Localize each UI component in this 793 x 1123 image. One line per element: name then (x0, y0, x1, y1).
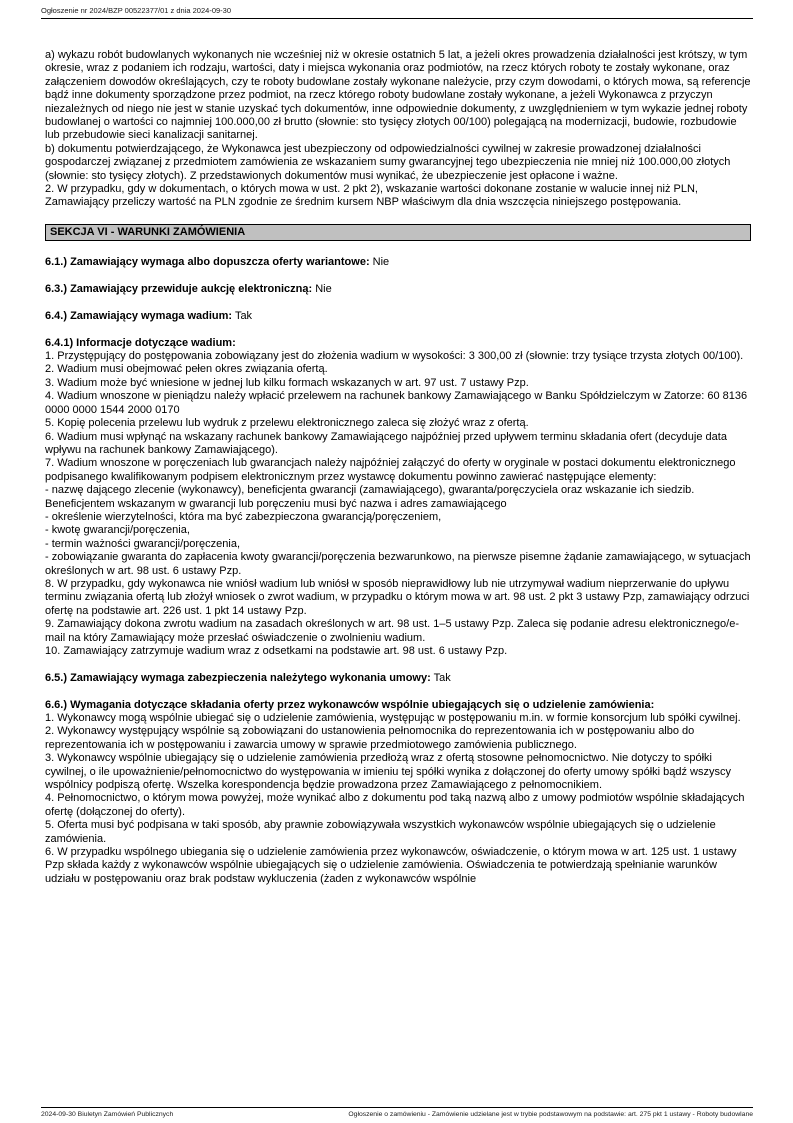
wadium-paragraph: 8. W przypadku, gdy wykonawca nie wniósł wadium lub wniósł w sposób nieprawidłowy lub nie utrzymywał wadium nieprzerwanie do upływu terminu związania ofertą lub złożył wniosek o zwrot wadium, w przypadku o którym mowa w art. 98 ust. 2 pkt 3 ustawy Pzp, zamawiający odrzuci ofertę na podstawie art. 226 ust. 1 pkt 14 ustawy Pzp. (45, 577, 750, 617)
wadium-paragraph: 10. Zamawiający zatrzymuje wadium wraz z odsetkami na podstawie art. 98 ust. 6 ustawy Pzp. (45, 645, 508, 658)
document-body (45, 49, 751, 1091)
field-value: Tak (234, 309, 253, 322)
wadium-paragraph: - kwotę gwarancji/poręczenia, (45, 524, 190, 537)
wadium-paragraph: 2. Wadium musi obejmować pełen okres związania ofertą. (45, 363, 328, 376)
wadium-paragraph: 3. Wadium może być wniesione w jednej lub kilku formach wskazanych w art. 97 ust. 7 ustawy Pzp. (45, 376, 529, 389)
joint-offers-paragraph: 4. Pełnomocnictwo, o którym mowa powyżej, może wynikać albo z dokumentu pod taką nazwą albo z umowy podmiotów wspólnie składających ofertę (dołączonej do oferty). (45, 792, 745, 818)
joint-offers-paragraph: 3. Wykonawcy wspólnie ubiegający się o udzielenie zamówienia przedłożą wraz z ofertą stosowne pełnomocnictwo. Nie dotyczy to spółki cywilnej, o ile upoważnienie/pełnomocnictwo do występowania w imieniu tej spółki wynika z dołączonej do oferty umowy spółki bądź wszyscy wspólnicy podpiszą ofertę. Wszelka korespondencja będzie prowadzona przez Zamawiającego z pełnomocnikiem. (45, 752, 731, 792)
field-wadium (45, 310, 751, 323)
field-oferty-wariantowe (45, 256, 751, 269)
wadium-paragraph: 5. Kopię polecenia przelewu lub wydruk z przelewu elektronicznego zaleca się złożyć wraz z ofertą. (45, 417, 529, 430)
wadium-paragraph: 1. Przystępujący do postępowania zobowiązany jest do złożenia wadium w wysokości: 3 300,00 zł (słownie: trzy tysiące trzysta złotych 00/100). (45, 350, 744, 363)
footer-right: Ogłoszenie o zamówieniu - Zamówienie udzielane jest w trybie podstawowym na podstawie: art. 275 pkt 1 ustawy - Roboty budowlane (348, 1110, 753, 1118)
page-header-notice: Ogłoszenie nr 2024/BZP 00522377/01 z dnia 2024-09-30 (41, 6, 753, 19)
joint-offers-heading: 6.6.) Wymagania dotyczące składania oferty przez wykonawców wspólnie ubiegających się o udzielenie zamówienia: (45, 698, 655, 711)
field-label: 6.1.) Zamawiający wymaga albo dopuszcza oferty wariantowe: (45, 256, 370, 269)
joint-offers-paragraph: 2. Wykonawcy występujący wspólnie są zobowiązani do ustanowienia pełnomocnika do reprezentowania ich w postępowaniu albo do reprezentowania ich w postępowaniu i zawarcia umowy w sprawie przedmiotowego zamówienia publicznego. (45, 725, 695, 751)
wadium-paragraph: - określenie wierzytelności, która ma być zabezpieczona gwarancją/poręczeniem, (45, 510, 442, 523)
wadium-paragraph: 9. Zamawiający dokona zwrotu wadium na zasadach określonych w art. 98 ust. 1–5 ustawy Pzp. Zaleca się podanie adresu elektronicznego/e-mail na który Zamawiający może przesłać oświadczenie o zwolnieniu wadium. (45, 618, 739, 644)
joint-offers-section (45, 699, 751, 887)
field-value: Nie (372, 256, 390, 269)
intro-paragraph: a) wykazu robót budowlanych wykonanych nie wcześniej niż w okresie ostatnich 5 lat, a jeżeli okres prowadzenia działalności jest krótszy, w tym okresie, wraz z podaniem ich rodzaju, wartości, daty i miejsca wykonania oraz podmiotów, na rzecz których roboty te zostały wykonane, oraz załączeniem dowodów określających, czy te roboty budowlane zostały wykonane należycie, przy czym dowodami, o których mowa, są referencje bądź inne dokumenty sporządzone przez podmiot, na rzecz którego roboty budowlane zostały wykonane, a jeżeli Wykonawca z przyczyn niezależnych od niego nie jest w stanie uzyskać tych dokumentów, inne odpowiednie dokumenty, z uwzględnieniem w tym wykazie jednej roboty budowlanej o wartości co najmniej 100.000,00 zł brutto (słownie: sto tysięcy złotych 00/100) polegającą na modernizacji, budowie, rozbudowie lub przebudowie sieci kanalizacji sanitarnej. (45, 49, 751, 142)
footer-left: 2024-09-30 Biuletyn Zamówień Publicznych (41, 1110, 174, 1118)
section-header: SEKCJA VI - WARUNKI ZAMÓWIENIA (45, 224, 751, 241)
page-footer (41, 1107, 753, 1120)
field-aukcja-elektroniczna (45, 283, 751, 296)
wadium-paragraph: 6. Wadium musi wpłynąć na wskazany rachunek bankowy Zamawiającego najpóźniej przed upływem terminu składania ofert (decyduje data wpływu na rachunek bankowy Zamawiającego). (45, 430, 727, 456)
field-label: 6.3.) Zamawiający przewiduje aukcję elektroniczną: (45, 283, 313, 296)
field-value: Nie (315, 283, 332, 296)
wadium-paragraph: 4. Wadium wnoszone w pieniądzu należy wpłacić przelewem na rachunek bankowy Zamawiającego w Banku Spółdzielczym w Zatorze: 60 8136 0000 0000 1544 2000 0170 (45, 390, 748, 416)
intro-paragraph: b) dokumentu potwierdzającego, że Wykonawca jest ubezpieczony od odpowiedzialności cywilnej w zakresie prowadzonej działalności gospodarczej związanej z przedmiotem zamówienia ze wskazaniem sumy gwarancyjnej tego ubezpieczenia nie mniej niż 100.000,00 złotych (słownie: sto tysięcy złotych). Z przedstawionych dokumentów musi wynikać, że ubezpieczenie jest opłacone i ważne. (45, 142, 731, 182)
wadium-paragraph: - termin ważności gwarancji/poręczenia, (45, 537, 241, 550)
joint-offers-paragraph: 6. W przypadku wspólnego ubiegania się o udzielenie zamówienia przez wykonawców, oświadczenie, o którym mowa w art. 125 ust. 1 ustawy Pzp składa każdy z wykonawców wspólnie ubiegających się o udzielenie zamówienia. Oświadczenia te potwierdzają spełnianie warunków udziału w postępowaniu oraz brak podstaw wykluczenia (żaden z wykonawców wspólnie (45, 846, 737, 885)
intro-paragraph: 2. W przypadku, gdy w dokumentach, o których mowa w ust. 2 pkt 2), wskazanie wartości dokonane zostanie w walucie innej niż PLN, Zamawiający przeliczy wartość na PLN zgodnie ze średnim kursem NBP właściwym dla dnia wszczęcia niniejszego postępowania. (45, 183, 698, 209)
field-value: Tak (433, 671, 451, 684)
wadium-heading: 6.4.1) Informacje dotyczące wadium: (45, 336, 236, 349)
wadium-paragraph: - zobowiązanie gwaranta do zapłacenia kwoty gwarancji/poręczenia bezwarunkowo, na pierwsze pisemne żądanie zamawiającego, w sytuacjach określonych w art. 98 ust. 6 ustawy Pzp. (45, 551, 751, 577)
joint-offers-paragraph: 1. Wykonawcy mogą wspólnie ubiegać się o udzielenie zamówienia, występując w postępowaniu m.in. w formie konsorcjum lub spółki cywilnej. (45, 712, 741, 725)
field-zabezpieczenie-umowy (45, 672, 751, 685)
field-label: 6.4.) Zamawiający wymaga wadium: (45, 309, 233, 322)
joint-offers-paragraph: 5. Oferta musi być podpisana w taki sposób, aby prawnie zobowiązywała wszystkich wykonawców wspólnie ubiegających się o udzielenie zamówienia. (45, 819, 716, 845)
field-label: 6.5.) Zamawiający wymaga zabezpieczenia należytego wykonania umowy: (45, 671, 431, 684)
wadium-section (45, 337, 751, 659)
wadium-paragraph: - nazwę dającego zlecenie (wykonawcy), beneficjenta gwarancji (zamawiającego), gwaranta/poręczyciela oraz wskazanie ich siedzib. Beneficjentem wskazanym w gwarancji lub poręczeniu musi być nazwa i adres zamawiającego (45, 484, 695, 510)
wadium-paragraph: 7. Wadium wnoszone w poręczeniach lub gwarancjach należy najpóźniej załączyć do oferty w oryginale w postaci dokumentu elektronicznego podpisanego kwalifikowanym podpisem elektronicznym przez wystawcę dokumentu powinno zawierać następujące elementy: (45, 457, 736, 483)
